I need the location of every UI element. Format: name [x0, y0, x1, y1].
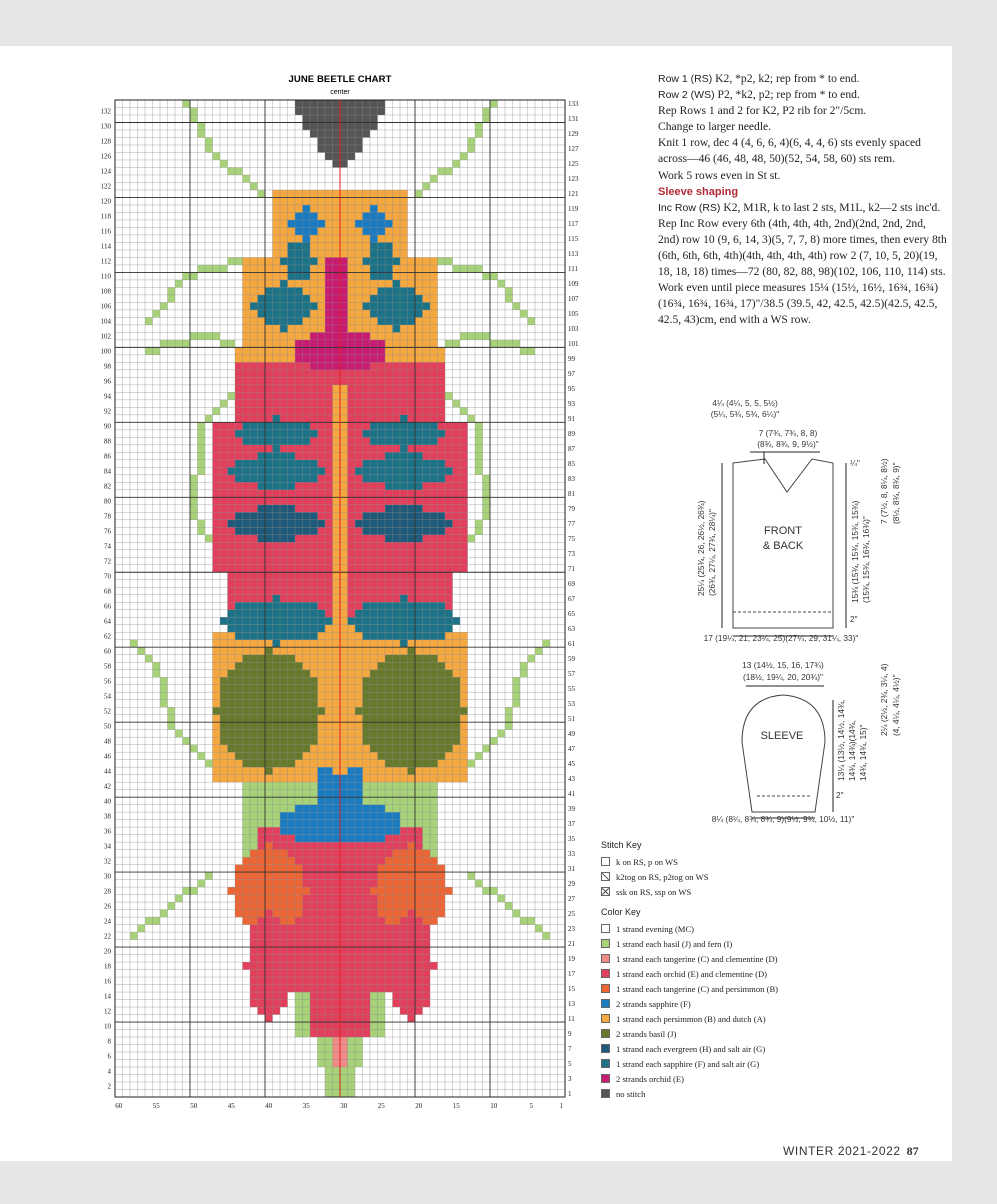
- issue-label: WINTER 2021-2022: [783, 1144, 901, 1158]
- row-number-right: 55: [568, 685, 575, 693]
- column-number: 40: [265, 1102, 273, 1110]
- row-number-left: 122: [100, 182, 111, 191]
- row-number-right: 91: [568, 415, 575, 424]
- row-number-left: 108: [100, 287, 111, 296]
- section-heading: Sleeve shaping: [658, 185, 739, 198]
- row-number-left: 40: [104, 797, 111, 806]
- row-number-left: 90: [104, 422, 111, 431]
- row-number-right: 61: [568, 640, 575, 648]
- row-number-left: 86: [104, 452, 111, 461]
- color-key-item: [601, 1041, 778, 1056]
- row-number-left: 44: [104, 767, 111, 776]
- row-number-right: 75: [568, 535, 575, 543]
- row-number-right: 103: [568, 325, 579, 334]
- color-swatch: [601, 969, 610, 978]
- row-number-left: 62: [104, 632, 111, 641]
- color-swatch: [601, 924, 610, 933]
- length-label-2: (26¾, 27¼, 27¾, 28¼)": [707, 509, 717, 596]
- row-number-left: 50: [104, 722, 111, 731]
- row-number-left: 74: [104, 542, 111, 551]
- column-number: 10: [490, 1102, 498, 1110]
- color-key-label: 1 strand each sapphire (F) and salt air (G): [616, 1058, 760, 1069]
- row-number-left: 66: [104, 602, 111, 611]
- row-number-right: 93: [568, 400, 575, 409]
- stitch-key-item: k2tog on RS, p2tog on WS: [601, 869, 778, 884]
- sleeve-len-label-2: 14¾, 14¾)(14¾,: [847, 720, 857, 781]
- color-key-label: 1 strand each orchid (E) and clementine (D): [616, 968, 768, 979]
- column-number: 5: [529, 1102, 534, 1110]
- row-number-right: 31: [568, 864, 575, 873]
- color-key-heading: Color Key: [601, 907, 641, 917]
- color-key-label: 1 strand each persimmon (B) and dutch (A): [616, 1013, 766, 1024]
- row-number-left: 2: [107, 1082, 111, 1091]
- row-number-right: 39: [568, 804, 575, 813]
- row-number-left: 16: [104, 977, 111, 986]
- row-number-right: 115: [568, 235, 579, 244]
- column-number: 50: [190, 1102, 198, 1110]
- sleeve-schematic: [742, 686, 833, 818]
- pattern-line: Knit 1 row, dec 4 (4, 6, 6, 4)(6, 4, 4, 6) sts evenly spaced across—46 (46, 48, 48, 50)(52, 54, 58, 60) sts rem.: [658, 136, 921, 166]
- row-number-left: 72: [104, 557, 111, 566]
- row-number-right: 73: [568, 550, 575, 558]
- sleeve-top-label-2: (18½, 19¼, 20, 20¾)": [743, 672, 823, 682]
- row-number-left: 76: [104, 527, 111, 536]
- sleeve-len-label: 13¼ (13½, 14½, 14¾,: [836, 699, 846, 781]
- row-number-right: 49: [568, 729, 575, 738]
- row-number-left: 32: [104, 857, 111, 866]
- row-number-right: 37: [568, 819, 575, 828]
- row-number-right: 21: [568, 939, 575, 948]
- keys: [601, 840, 778, 1101]
- row-number-left: 8: [107, 1037, 111, 1046]
- row-number-right: 123: [568, 175, 579, 184]
- row-number-left: 120: [100, 197, 111, 206]
- row-number-left: 14: [104, 992, 111, 1001]
- row-number-left: 106: [100, 302, 111, 311]
- row-number-right: 109: [568, 280, 579, 289]
- front-back-label-2: & BACK: [762, 540, 804, 552]
- color-key-item: [601, 1056, 778, 1071]
- row-number-left: 130: [100, 122, 111, 131]
- color-swatch: [601, 1059, 610, 1068]
- color-key-item: [601, 1026, 778, 1041]
- column-number: 45: [227, 1102, 235, 1110]
- row-number-right: 25: [568, 909, 575, 918]
- footer: [783, 1144, 919, 1159]
- row-number-left: 58: [104, 662, 111, 671]
- column-number: 15: [452, 1102, 460, 1110]
- column-number: 25: [377, 1102, 385, 1110]
- row-number-left: 116: [100, 227, 111, 236]
- color-key-item: [601, 996, 778, 1011]
- row-number-right: 59: [568, 655, 575, 663]
- armhole-label: 7 (7½, 8, 8¼, 8½): [879, 458, 889, 524]
- row-number-left: 46: [104, 752, 111, 761]
- row-number-right: 95: [568, 385, 575, 394]
- neck-width-label: 4¼ (4¼, 5, 5, 5½): [712, 398, 778, 408]
- color-key-item: [601, 936, 778, 951]
- center-label: center: [330, 89, 350, 96]
- page-number: 87: [906, 1144, 919, 1158]
- color-key-label: 2 strands sapphire (F): [616, 998, 691, 1009]
- row-number-left: 78: [104, 512, 111, 521]
- side-label-2: (15¾, 15¾, 16¾, 16¾)": [861, 516, 871, 603]
- color-swatch: [601, 939, 610, 948]
- color-key-label: no stitch: [616, 1088, 646, 1099]
- row-number-left: 96: [104, 377, 111, 386]
- row-number-right: 19: [568, 954, 575, 963]
- row-number-left: 94: [104, 392, 111, 401]
- row-number-right: 87: [568, 445, 575, 454]
- color-swatch: [601, 1014, 610, 1023]
- row-number-right: 1: [568, 1089, 572, 1098]
- row-number-left: 24: [104, 917, 111, 926]
- color-key-item: [601, 1071, 778, 1086]
- row-number-left: 92: [104, 407, 111, 416]
- side-label: 15¾ (15¾, 15¾, 15¾, 15¾): [850, 500, 860, 603]
- cap-label: 2¼ (2½, 2¾, 3¼, 4): [879, 663, 889, 736]
- rib-label: 2": [850, 614, 858, 624]
- row-number-right: 81: [568, 490, 575, 499]
- row-number-left: 104: [100, 317, 111, 326]
- neck-width-label-2: (5¼, 5¾, 5¾, 6¼)": [710, 409, 780, 419]
- quarter-label: ¼": [850, 458, 860, 468]
- sleeve-rib-label: 2": [836, 790, 844, 800]
- row-number-right: 121: [568, 190, 579, 199]
- color-swatch: [601, 1044, 610, 1053]
- row-number-right: 131: [568, 115, 579, 124]
- row-number-left: 100: [100, 347, 111, 356]
- row-number-left: 54: [104, 692, 111, 701]
- column-number: 30: [340, 1102, 348, 1110]
- color-key-label: 2 strands orchid (E): [616, 1073, 685, 1084]
- sleeve-line: Rep Inc Row every 6th (4th, 4th, 4th, 2nd)(2nd, 2nd, 2nd, 2nd) row 10 (9, 6, 14, 3)(5, 7, 7, 8) more times, then every 8th (6th, 6th, 6th, 4th)(4th, 4th, 4th, 4th) row 2 (7, 10, 5, 20)(19, 18, 18, 18) times—72 (80, 82, 88, 98)(102, 106, 110, 114) sts.: [658, 216, 947, 279]
- color-swatch: [601, 984, 610, 993]
- row-number-right: 125: [568, 160, 579, 169]
- row-number-left: 124: [100, 167, 111, 176]
- row-number-left: 114: [100, 242, 111, 251]
- body-width-label: 17 (19¼, 21, 23¼, 25)(27¼, 29, 31¼, 33)": [703, 633, 859, 643]
- row-number-right: 41: [568, 789, 575, 798]
- color-swatch: [601, 1089, 610, 1098]
- row-number-left: 80: [104, 497, 111, 506]
- row-number-right: 57: [568, 670, 575, 678]
- row-number-right: 71: [568, 565, 575, 573]
- row-number-left: 102: [100, 332, 111, 341]
- column-number: 35: [302, 1102, 310, 1110]
- color-key-item: [601, 1011, 778, 1026]
- shoulder-label-2: (8¾, 8¾, 9, 9½)": [757, 439, 819, 449]
- color-key-label: 1 strand each tangerine (C) and persimmon (B): [616, 983, 779, 994]
- ssk-symbol: [601, 887, 610, 896]
- color-key-item: [601, 921, 778, 936]
- stitch-key-item: k on RS, p on WS: [601, 854, 778, 869]
- color-key-label: 2 strands basil (J): [616, 1028, 677, 1039]
- row-number-left: 52: [104, 707, 111, 716]
- sleeve-top-label: 13 (14½, 15, 16, 17¾): [742, 660, 824, 670]
- row-number-right: 65: [568, 610, 575, 618]
- k2tog-symbol: [601, 872, 610, 881]
- row-number-left: 64: [104, 617, 111, 626]
- row-number-right: 33: [568, 849, 575, 858]
- row-number-right: 119: [568, 205, 579, 214]
- row-number-left: 18: [104, 962, 111, 971]
- sleeve-row-label: Inc Row (RS): [658, 201, 721, 214]
- row-number-right: 7: [568, 1044, 572, 1053]
- sleeve-label: SLEEVE: [760, 730, 804, 742]
- chart-title: JUNE BEETLE CHART: [288, 74, 392, 85]
- color-key-label: 1 strand evening (MC): [616, 923, 695, 934]
- row-number-right: 5: [568, 1059, 572, 1068]
- row-number-left: 82: [104, 482, 111, 491]
- color-key-item: [601, 981, 778, 996]
- color-key-label: 1 strand each basil (J) and fern (I): [616, 938, 733, 949]
- row-number-right: 13: [568, 999, 575, 1008]
- column-number: 55: [152, 1102, 160, 1110]
- pattern-row-label: Row 1 (RS): [658, 73, 713, 85]
- row-number-left: 112: [100, 257, 111, 266]
- row-number-right: 99: [568, 355, 575, 364]
- row-number-left: 128: [100, 137, 111, 146]
- stitch-key-heading: Stitch Key: [601, 840, 642, 850]
- color-swatch: [601, 954, 610, 963]
- row-number-right: 89: [568, 430, 575, 439]
- column-number: 60: [115, 1102, 123, 1110]
- sleeve-len-label-3: 14¾, 14¾, 15)": [858, 724, 868, 781]
- row-number-right: 113: [568, 250, 579, 259]
- row-number-right: 105: [568, 310, 579, 319]
- row-number-left: 60: [104, 647, 111, 656]
- row-number-left: 22: [104, 932, 111, 941]
- row-number-left: 38: [104, 812, 111, 821]
- row-number-right: 23: [568, 924, 575, 933]
- row-number-left: 20: [104, 947, 111, 956]
- pattern-line: Change to larger needle.: [658, 120, 772, 134]
- shoulder-label: 7 (7¾, 7¾, 8, 8): [758, 428, 818, 438]
- row-number-left: 42: [104, 782, 111, 791]
- row-number-right: 101: [568, 340, 579, 349]
- row-number-right: 85: [568, 460, 575, 469]
- column-number: 1: [559, 1102, 564, 1110]
- color-key-label: 1 strand each tangerine (C) and clementine (D): [616, 953, 778, 964]
- knit-symbol: [601, 857, 610, 866]
- row-number-left: 126: [100, 152, 111, 161]
- row-number-left: 26: [104, 902, 111, 911]
- row-number-right: 69: [568, 580, 575, 588]
- row-number-left: 98: [104, 362, 111, 371]
- row-number-left: 12: [104, 1007, 111, 1016]
- color-swatch: [601, 1029, 610, 1038]
- row-number-right: 45: [568, 759, 575, 768]
- row-number-right: 17: [568, 969, 575, 978]
- sleeve-line: Work even until piece measures 15¼ (15½, 16½, 16¾, 16¾)(16¾, 16¾, 16¾, 17)"/38.5 (39.5, 42, 42.5, 42.5)(42.5, 42.5, 42.5, 43)cm, end with a WS row.: [658, 281, 939, 327]
- row-number-right: 11: [568, 1014, 575, 1023]
- row-number-right: 111: [568, 265, 578, 274]
- row-number-right: 15: [568, 984, 575, 993]
- row-number-left: 132: [100, 107, 111, 116]
- row-number-left: 88: [104, 437, 111, 446]
- color-key-list: [601, 921, 778, 1101]
- cap-label-2: (4, 4¼, 4¼, 4½)": [891, 674, 901, 736]
- row-number-left: 118: [100, 212, 111, 221]
- front-back-label: FRONT: [764, 525, 802, 537]
- row-number-right: 63: [568, 625, 575, 633]
- pattern-row-label: Row 2 (WS): [658, 89, 715, 102]
- row-number-right: 51: [568, 714, 575, 723]
- row-number-left: 110: [100, 272, 111, 281]
- row-number-left: 70: [104, 572, 111, 581]
- row-number-right: 117: [568, 220, 579, 229]
- color-key-item: [601, 1086, 778, 1101]
- stitch-key-item: ssk on RS, ssp on WS: [601, 884, 778, 899]
- column-number: 20: [415, 1102, 423, 1110]
- row-number-right: 97: [568, 370, 575, 379]
- row-number-right: 3: [568, 1074, 572, 1083]
- color-key-label: 1 strand each evergreen (H) and salt air (G): [616, 1043, 766, 1054]
- row-number-left: 48: [104, 737, 111, 746]
- row-number-right: 107: [568, 295, 579, 304]
- row-number-left: 36: [104, 827, 111, 836]
- pattern-line: Row 2 (WS) P2, *k2, p2; rep from * to end.: [658, 88, 860, 102]
- row-number-right: 53: [568, 699, 575, 708]
- row-number-left: 10: [104, 1022, 111, 1031]
- pattern-line: Work 5 rows even in St st.: [658, 168, 781, 182]
- row-number-right: 35: [568, 834, 575, 843]
- pattern-line: Row 1 (RS) K2, *p2, k2; rep from * to end.: [658, 72, 860, 85]
- row-number-right: 127: [568, 145, 579, 154]
- row-number-left: 30: [104, 872, 111, 881]
- row-number-left: 84: [104, 467, 111, 476]
- row-number-right: 133: [568, 100, 579, 109]
- row-number-left: 34: [104, 842, 111, 851]
- color-key-item: [601, 966, 778, 981]
- row-number-right: 47: [568, 744, 575, 753]
- color-swatch: [601, 999, 610, 1008]
- length-label: 25¼ (25¾, 26, 26½, 26¾): [696, 500, 706, 596]
- row-number-right: 67: [568, 595, 575, 603]
- row-number-left: 68: [104, 587, 111, 596]
- row-number-right: 129: [568, 130, 579, 139]
- cuff-width-label: 8¼ (8¼, 8¾, 8¾, 9)(9½, 9¾, 10½, 11)": [711, 814, 855, 824]
- pattern-line: Rep Rows 1 and 2 for K2, P2 rib for 2"/5cm.: [658, 104, 867, 118]
- row-number-right: 43: [568, 774, 575, 783]
- row-number-left: 28: [104, 887, 111, 896]
- row-number-right: 9: [568, 1029, 572, 1038]
- row-number-right: 79: [568, 505, 575, 513]
- row-number-left: 56: [104, 677, 111, 686]
- sleeve-line: Inc Row (RS) K2, M1R, k to last 2 sts, M1L, k2—2 sts inc'd.: [658, 200, 941, 214]
- row-number-right: 29: [568, 879, 575, 888]
- row-number-right: 27: [568, 894, 575, 903]
- row-number-left: 4: [107, 1067, 111, 1076]
- row-number-right: 83: [568, 475, 575, 484]
- row-number-left: 6: [107, 1052, 111, 1061]
- color-swatch: [601, 1074, 610, 1083]
- color-key-item: [601, 951, 778, 966]
- row-number-right: 77: [568, 520, 575, 528]
- armhole-label-2: (8½, 8¾, 8¾, 9)": [891, 462, 901, 524]
